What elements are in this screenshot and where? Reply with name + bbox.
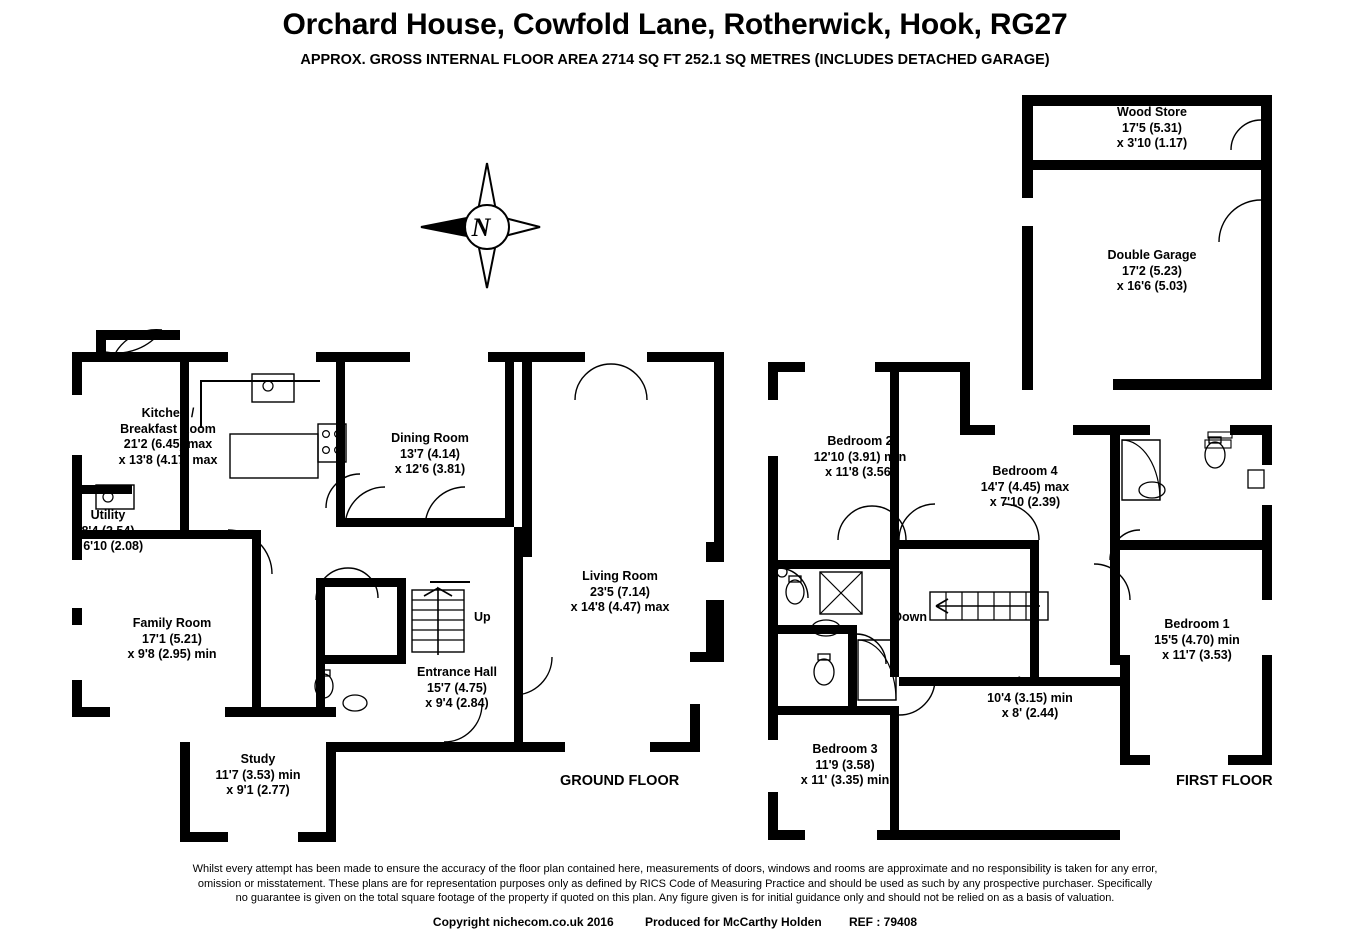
gf-wall-wc-right <box>397 578 406 664</box>
room-label-wood-store <box>1072 105 1232 152</box>
room-dim-2: x 16'6 (5.03) <box>1116 279 1188 293</box>
room-label-dining-room <box>355 431 505 478</box>
disclaimer-line-1: Whilst every attempt has been made to ensure the accuracy of the floor plan contained here, measurements of doors, windows and rooms are approximate and no responsibility is taken for any error, <box>192 863 1158 875</box>
room-name: Utility <box>90 508 126 522</box>
room-name: Living Room <box>582 569 658 583</box>
room-dim-2: x 8' (2.44) <box>1001 706 1059 720</box>
ff-door-bed2-b <box>872 506 906 540</box>
footer <box>0 915 1350 929</box>
ff-wall-bath-mid <box>778 625 856 634</box>
room-name: Family Room <box>132 616 212 630</box>
room-name: Wood Store <box>1117 105 1187 119</box>
room-name-line2: Breakfast Room <box>120 421 216 436</box>
room-dim-2: x 11'7 (3.53) <box>1162 648 1232 662</box>
gf-window-living-e2 <box>690 662 700 704</box>
room-dim-2: x 9'1 (2.77) <box>226 783 290 797</box>
room-name: Kitchen / <box>141 406 195 420</box>
room-dim-1: 17'2 (5.23) <box>1122 263 1182 278</box>
stairs-down-arrow <box>936 599 1040 613</box>
room-label-bedroom-2 <box>780 434 940 481</box>
room-name: Entrance Hall <box>417 665 497 679</box>
compass-rose <box>421 163 540 288</box>
room-dim-1: 11'9 (3.58) <box>815 757 875 772</box>
gf-window-family-w <box>72 560 82 608</box>
room-label-study <box>183 752 333 799</box>
room-dim-2: x 11'8 (3.56) <box>825 465 895 479</box>
gf-wall-utility-right <box>180 490 189 535</box>
gf-window-living-n <box>585 352 647 362</box>
bath-icon-ensuite <box>1122 440 1160 500</box>
floor-label-ground: GROUND FLOOR <box>560 773 680 789</box>
room-name: Bedroom 4 <box>992 464 1058 478</box>
hob-ring-3 <box>323 447 330 454</box>
gf-wall-dining-left <box>336 362 345 527</box>
room-label-family-room <box>92 616 252 663</box>
room-label-double-garage <box>1067 248 1237 295</box>
gf-window-study-s <box>228 832 298 842</box>
garage-wall-right <box>1261 95 1272 390</box>
gf-bay-left <box>96 330 106 362</box>
room-dim-1: 11'7 (3.53) min <box>215 767 301 782</box>
room-dim-2: x 3'10 (1.17) <box>1116 136 1188 150</box>
stairs-up-label: Up <box>474 610 491 624</box>
gf-wall-wc-top <box>316 578 406 587</box>
garage-wall-left <box>1022 95 1033 390</box>
door-swing-living-a <box>575 364 611 400</box>
ff-window-bed3-s <box>805 830 877 840</box>
room-dim-2: x 11' (3.35) min <box>800 773 890 787</box>
wood-store-divider <box>1033 160 1261 170</box>
room-name: Bedroom 2 <box>827 434 893 448</box>
ff-wall-bath-top <box>778 560 898 569</box>
room-dim-2: x 9'8 (2.95) min <box>127 647 217 661</box>
disclaimer-line-3: no guarantee is given on the total square footage of the property if quoted on this plan. Any figure given is for initial guidance only and should not be relied on as a basis of valuation. <box>235 892 1115 904</box>
wc-icon-ensuite <box>1205 442 1225 468</box>
gf-window-family-s <box>110 707 225 717</box>
room-dim-1: 15'5 (4.70) min <box>1154 632 1240 647</box>
hob-ring-1 <box>323 431 330 438</box>
gf-wall-utility-top <box>72 485 132 494</box>
room-dim-2: x 9'4 (2.84) <box>425 696 489 710</box>
basin-icon <box>343 695 367 711</box>
room-label-bedroom-1 <box>1117 617 1277 664</box>
room-dim-1: 10'4 (3.15) min <box>987 690 1073 705</box>
floor-area-subtitle: APPROX. GROSS INTERNAL FLOOR AREA 2714 SQ FT 252.1 SQ METRES (INCLUDES DETACHED GARAGE) <box>300 52 1050 68</box>
room-dim-1: 17'1 (5.21) <box>142 631 202 646</box>
stairs-down-label: Down <box>893 610 928 624</box>
room-dim-2: x 14'8 (4.47) max <box>570 600 670 614</box>
gf-wall-mid-right <box>522 352 532 557</box>
door-swing-wood-store <box>1231 120 1261 150</box>
garage-opening-bottom <box>1033 379 1113 390</box>
ff-window-bath-n <box>1150 425 1230 435</box>
room-dim-1: 8'4 (2.54) <box>81 523 135 538</box>
bath-curve-ensuite <box>1122 440 1160 500</box>
room-dim-2: x 6'10 (2.08) <box>72 539 144 553</box>
room-dim-2: x 13'8 (4.17) max <box>118 452 218 467</box>
ff-window-bed4-n <box>995 425 1073 435</box>
ff-wall-bed5-right <box>1030 540 1039 685</box>
gf-window-family-w2 <box>72 625 82 680</box>
gf-bay-top <box>96 330 180 340</box>
room-label-utility <box>48 508 168 555</box>
disclaimer <box>75 862 1275 906</box>
room-name: Double Garage <box>1107 248 1197 262</box>
room-name: Bedroom 3 <box>812 742 878 756</box>
ff-window-bed1-s <box>1150 755 1228 765</box>
counter-line <box>200 380 320 382</box>
room-dim-2: x 7'10 (2.39) <box>989 495 1061 509</box>
room-label-bedroom-3 <box>770 742 920 789</box>
stairs-up-arrow <box>424 588 452 655</box>
room-name: Bedroom 5 <box>997 675 1063 689</box>
ff-wall-bed3-top <box>778 706 898 715</box>
room-label-kitchen-breakfast-room <box>78 406 258 468</box>
ff-window-bed2-n <box>805 362 875 372</box>
page-title: Orchard House, Cowfold Lane, Rotherwick, Hook, RG27 <box>282 8 1068 41</box>
gf-wall-wc-bottom <box>316 655 406 664</box>
room-dim-2: x 12'6 (3.81) <box>394 462 466 476</box>
disclaimer-line-2: omission or misstatement. These plans are for representation purposes only as defined by RICS Code of Measuring Practice and should be used as such by any prospective purchaser. Specifically <box>197 877 1153 890</box>
room-label-living-room <box>530 569 710 616</box>
room-label-bedroom-5 <box>955 675 1105 722</box>
room-dim-1: 23'5 (7.14) <box>590 584 650 599</box>
gf-wall-family-right <box>252 530 261 710</box>
produced-for-text: Produced for McCarthy Holden <box>644 915 822 929</box>
ff-door-bath <box>856 634 886 664</box>
ff-wall-ensuite-right <box>848 625 857 713</box>
gf-window-dining-n <box>410 352 488 362</box>
room-dim-1: 12'10 (3.91) min <box>813 449 907 464</box>
room-label-entrance-hall <box>382 665 532 712</box>
room-dim-1: 13'7 (4.14) <box>400 446 460 461</box>
room-name: Bedroom 1 <box>1164 617 1230 631</box>
gf-wall-hall-left <box>316 578 325 710</box>
towel-rail-icon <box>1248 470 1264 488</box>
room-label-bedroom-4 <box>945 464 1105 511</box>
ff-wall-bath-left <box>1110 425 1120 545</box>
room-dim-1: 14'7 (4.45) max <box>980 479 1070 494</box>
room-dim-1: 17'5 (5.31) <box>1122 120 1182 135</box>
ff-window-bed2-w <box>768 400 778 456</box>
wc-icon-ff-1 <box>786 580 804 604</box>
wc-icon-ff-2 <box>814 659 834 685</box>
sink-bowl-icon <box>263 381 273 391</box>
copyright-text: Copyright nichecom.co.uk 2016 <box>432 915 614 929</box>
ff-door-bed4 <box>899 504 935 540</box>
basin-icon-ensuite <box>1139 482 1165 498</box>
gf-window-kitchen-n <box>228 352 316 362</box>
ff-door-bed2 <box>838 506 872 540</box>
floor-label-first: FIRST FLOOR <box>1176 773 1273 789</box>
door-swing-garage <box>1219 200 1261 242</box>
gf-wall-dining-right <box>505 362 514 527</box>
room-dim-1: 21'2 (6.45) max <box>123 437 213 451</box>
room-dim-1: 15'7 (4.75) <box>427 680 487 695</box>
reference-number: REF : 79408 <box>849 915 918 929</box>
gf-wall-east-upper <box>714 352 724 542</box>
ff-wall-bed2-right-top <box>960 362 970 434</box>
cupboard-landing <box>900 540 930 549</box>
room-name: Study <box>240 752 276 766</box>
room-name: Dining Room <box>391 431 469 445</box>
door-swing-living-b <box>611 364 647 400</box>
svg-text:N: N <box>471 213 491 242</box>
gf-window-living-s <box>565 742 650 752</box>
garage-opening-left <box>1022 198 1033 226</box>
ff-wall-bed1-left-low <box>1120 655 1130 765</box>
wardrobe-bed1 <box>1148 540 1218 550</box>
